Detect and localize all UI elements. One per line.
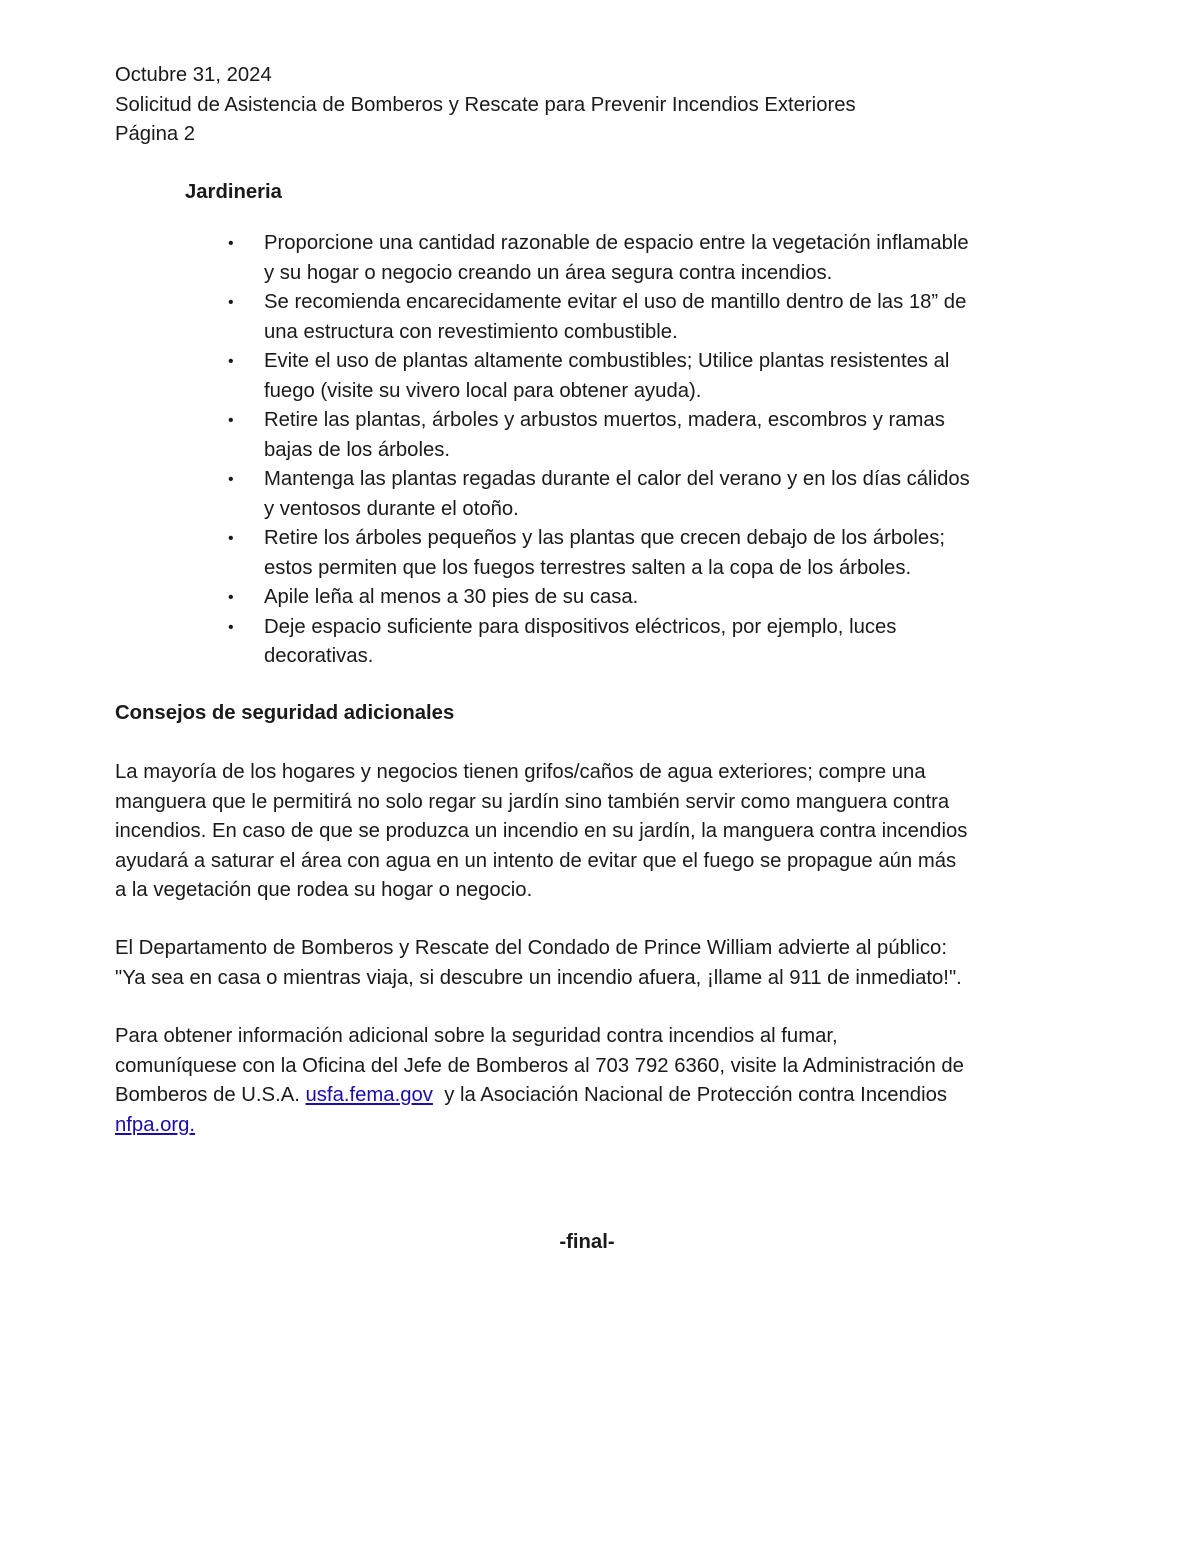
bullet-icon: • [228,618,234,636]
bullet-text-line: Mantenga las plantas regadas durante el calor del verano y en los días cálidos [264,468,970,490]
text-line: comuníquese con la Oficina del Jefe de Bomberos al 703 792 6360, visite la Administración de [115,1054,964,1077]
bullet-text-line: estos permiten que los fuegos terrestres salten a la copa de los árboles. [264,556,912,579]
bullet-text-line: y su hogar o negocio creando un área segura contra incendios. [264,261,833,284]
end-mark: -final- [559,1231,615,1253]
paragraph-garden-hose [115,758,967,906]
tips-heading-text: Consejos de seguridad adicionales [115,702,455,724]
bullet-text-line: Retire las plantas, árboles y arbustos muertos, madera, escombros y ramas [264,409,945,431]
bullet-item [228,524,970,583]
bullet-item [228,583,970,613]
bullet-text-line: Deje espacio suficiente para dispositivos eléctricos, por ejemplo, luces [264,615,897,638]
bullet-icon: • [228,353,234,370]
bullet-item [228,347,970,406]
nfpa-link[interactable]: nfpa.org. [115,1113,196,1136]
bullet-icon: • [228,471,234,488]
landscaping-heading-text: Jardineria [185,181,282,203]
bullet-text-line: una estructura con revestimiento combustible. [264,320,678,343]
bullet-item [228,613,970,672]
tips-heading [115,699,454,729]
bullet-text-line: Apile leña al menos a 30 pies de su casa. [264,586,639,608]
bullet-icon: • [228,589,234,606]
bullet-text-line: Evite el uso de plantas altamente combustibles; Utilice plantas resistentes al [264,350,950,372]
bullet-text-line: Proporcione una cantidad razonable de espacio entre la vegetación inflamable [264,232,969,254]
bullet-text-line: decorativas. [264,645,374,667]
landscaping-heading [185,178,282,208]
letter-header [115,61,856,150]
text-line: ayudará a saturar el área con agua en un intento de evitar que el fuego se propague aún más [115,849,957,872]
bullet-item [228,288,970,347]
text-line [115,1081,964,1111]
usfa-link[interactable]: usfa.fema.gov [305,1084,433,1106]
header-page: Página 2 [115,123,196,145]
text-segment: y la Asociación Nacional de Protección contra Incendios [432,1084,948,1106]
bullet-text-line: bajas de los árboles. [264,438,451,461]
bullet-item [228,406,970,465]
bullet-icon: • [228,530,234,547]
bullet-text-line: y ventosos durante el otoño. [264,497,519,520]
paragraph-call-911 [115,934,962,993]
header-subject: Solicitud de Asistencia de Bomberos y Rescate para Prevenir Incendios Exteriores [115,93,856,116]
bullet-item [228,465,970,524]
landscaping-bullet-list [228,229,970,672]
bullet-icon: • [228,235,234,252]
bullet-icon: • [228,412,234,429]
bullet-item [228,229,970,288]
paragraph-more-info [115,1022,964,1140]
text-segment: Bomberos de U.S.A. [115,1084,306,1106]
text-line: La mayoría de los hogares y negocios tienen grifos/caños de agua exteriores; compre una [115,761,926,783]
bullet-icon: • [228,294,234,311]
text-line: El Departamento de Bomberos y Rescate del Condado de Prince William advierte al público: [115,937,947,959]
bullet-text-line: fuego (visite su vivero local para obtener ayuda). [264,379,702,402]
header-date: Octubre 31, 2024 [115,64,272,86]
text-line: a la vegetación que rodea su hogar o negocio. [115,879,533,901]
text-line: manguera que le permitirá no solo regar su jardín sino también servir como manguera contra [115,790,950,813]
text-line: Para obtener información adicional sobre la seguridad contra incendios al fumar, [115,1025,838,1047]
bullet-text-line: Retire los árboles pequeños y las plantas que crecen debajo de los árboles; [264,527,945,549]
text-line: incendios. En caso de que se produzca un incendio en su jardín, la manguera contra incendios [115,820,968,842]
text-line: "Ya sea en casa o mientras viaja, si descubre un incendio afuera, ¡llame al 911 de inmediato!". [115,966,962,989]
bullet-text-line: Se recomienda encarecidamente evitar el uso de mantillo dentro de las 18” de [264,291,967,313]
